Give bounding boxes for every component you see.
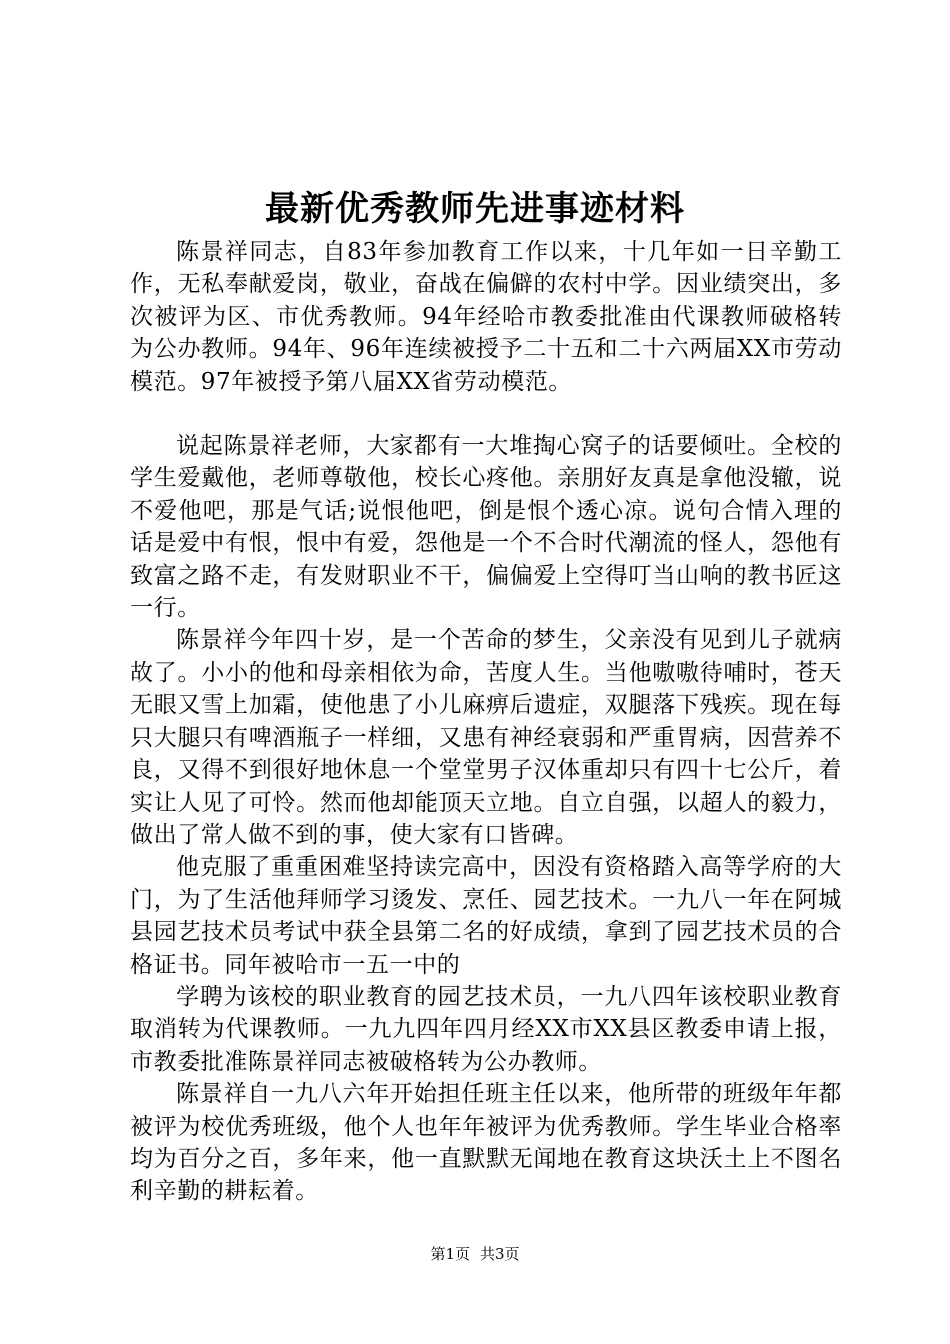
paragraph-5: 学聘为该校的职业教育的园艺技术员，一九八四年该校职业教育取消转为代课教师。一九九四年四月经XX市XX县区教委申请上报，市教委批准陈景祥同志被破格转为公办教师。	[130, 983, 842, 1075]
paragraph-6: 陈景祥自一九八六年开始担任班主任以来，他所带的班级年年都被评为校优秀班级，他个人也年年被评为优秀教师。学生毕业合格率均为百分之百，多年来，他一直默默无闻地在教育这块沃土上不图名利辛勤的耕耘着。	[130, 1081, 842, 1205]
document-body	[130, 236, 842, 1208]
document-title: 最新优秀教师先进事迹材料	[265, 189, 685, 229]
paragraph-3: 陈景祥今年四十岁，是一个苦命的梦生，父亲没有见到儿子就病故了。小小的他和母亲相依为命，苦度人生。当他嗷嗷待哺时，苍天无眼又雪上加霜，使他患了小儿麻痹后遗症，双腿落下残疾。现在每只大腿只有啤酒瓶子一样细，又患有神经衰弱和严重胃病，因营养不良，又得不到很好地休息一个堂堂男子汉体重却只有四十七公斤，着实让人见了可怜。然而他却能顶天立地。自立自强，以超人的毅力，做出了常人做不到的事，使大家有口皆碑。	[130, 627, 842, 848]
paragraph-intro: 陈景祥同志，自83年参加教育工作以来，十几年如一日辛勤工作，无私奉献爱岗，敬业，奋战在偏僻的农村中学。因业绩突出，多次被评为区、市优秀教师。94年经哈市教委批准由代课教师破格转为公办教师。94年、96年连续被授予二十五和二十六两届XX市劳动模范。97年被授予第八届XX省劳动模范。	[130, 239, 842, 395]
page-number: 第1页	[430, 1245, 470, 1263]
paragraph-4: 他克服了重重困难坚持读完高中，因没有资格踏入高等学府的大门，为了生活他拜师学习烫发、烹任、园艺技术。一九八一年在阿城县园艺技术员考试中获全县第二名的好成绩，拿到了园艺技术员的合格证书。同年被哈市一五一中的	[130, 854, 842, 978]
paragraph-2: 说起陈景祥老师，大家都有一大堆掏心窝子的话要倾吐。全校的学生爱戴他，老师尊敬他，校长心疼他。亲朋好友真是拿他没辙，说不爱他吧，那是气话;说恨他吧，倒是恨个透心凉。说句合情入理的话是爱中有恨，恨中有爱，怨他是一个不合时代潮流的怪人，怨他有致富之路不走，有发财职业不干，偏偏爱上空得叮当山响的教书匠这一行。	[130, 433, 842, 622]
page-footer	[0, 1244, 950, 1264]
page-total: 共3页	[480, 1245, 520, 1263]
